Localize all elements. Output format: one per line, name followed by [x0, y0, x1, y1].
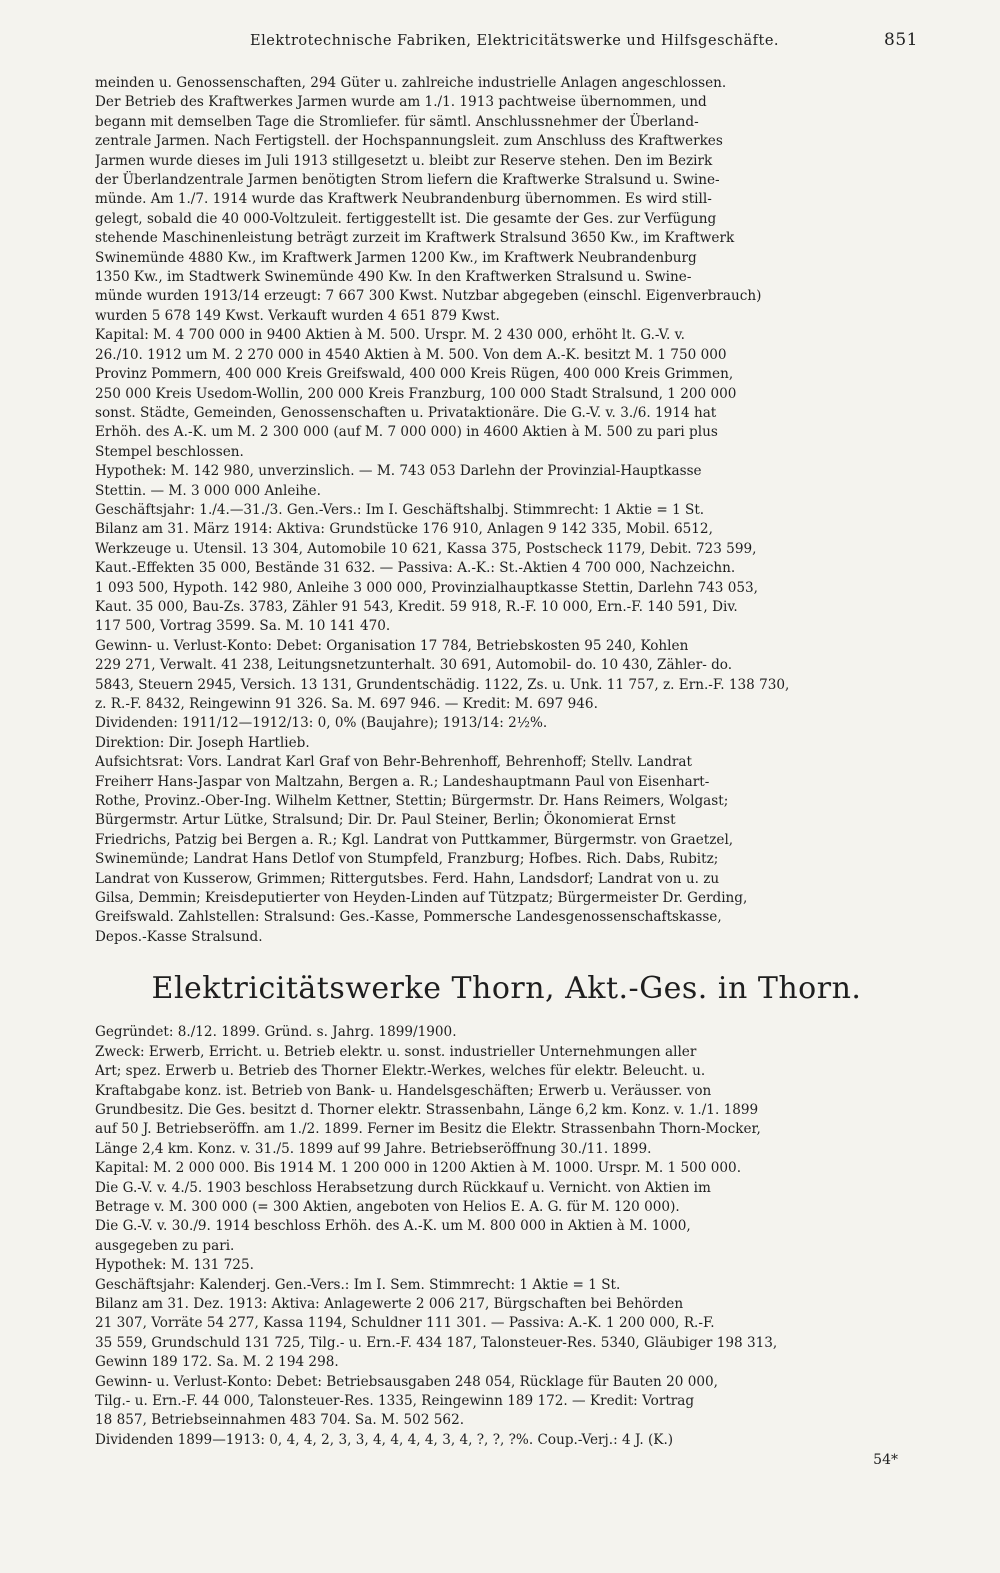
- text-line: gelegt, sobald die 40 000-Voltzuleit. fertiggestellt ist. Die gesamte der Ges. zur Verfügung: [95, 210, 717, 227]
- text-line: meinden u. Genossenschaften, 294 Güter u. zahlreiche industrielle Anlagen angeschlossen.: [95, 75, 727, 91]
- text-line: Provinz Pommern, 400 000 Kreis Greifswald, 400 000 Kreis Rügen, 400 000 Kreis Grimmen,: [95, 366, 734, 383]
- text-line: Kraftabgabe konz. ist. Betrieb von Bank- u. Handelsgeschäften; Erwerb u. Veräusser. von: [95, 1082, 712, 1099]
- text-line: Swinemünde 4880 Kw., im Kraftwerk Jarmen 1200 Kw., im Kraftwerk Neubrandenburg: [95, 249, 697, 266]
- text-line: 1350 Kw., im Stadtwerk Swinemünde 490 Kw. In den Kraftwerken Stralsund u. Swine-: [95, 269, 692, 286]
- text-line: Gewinn 189 172. Sa. M. 2 194 298.: [95, 1354, 339, 1371]
- text-line: stehende Maschinenleistung beträgt zurzeit im Kraftwerk Stralsund 3650 Kw., im Kraftwerk: [95, 230, 735, 247]
- running-header: [95, 30, 918, 50]
- text-line: Grundbesitz. Die Ges. besitzt d. Thorner elektr. Strassenbahn, Länge 6,2 km. Konz. v. 1./1. 1899: [95, 1101, 759, 1118]
- text-line: Der Betrieb des Kraftwerkes Jarmen wurde am 1./1. 1913 pachtweise übernommen, und: [95, 94, 707, 111]
- text-line: Dividenden: 1911/12—1912/13: 0, 0% (Baujahre); 1913/14: 2½%.: [95, 715, 548, 732]
- text-line: Gewinn- u. Verlust-Konto: Debet: Organisation 17 784, Betriebskosten 95 240, Kohlen: [95, 637, 689, 654]
- text-line: z. R.-F. 8432, Reingewinn 91 326. Sa. M. 697 946. — Kredit: M. 697 946.: [95, 696, 598, 712]
- company-entry-ueberlandzentrale: [95, 74, 918, 947]
- text-line: Bilanz am 31. Dez. 1913: Aktiva: Anlagewerte 2 006 217, Bürgschaften bei Behörden: [95, 1295, 684, 1312]
- text-line: auf 50 J. Betriebseröffn. am 1./2. 1899. Ferner im Besitz die Elektr. Strassenbahn Thorn-Mocker,: [95, 1121, 761, 1138]
- text-line: Stempel beschlossen.: [95, 443, 244, 460]
- text-line: 21 307, Vorräte 54 277, Kassa 1194, Schuldner 111 301. — Passiva: A.-K. 1 200 000, R.-F.: [95, 1315, 715, 1332]
- text-line: Bürgermstr. Artur Lütke, Stralsund; Dir. Dr. Paul Steiner, Berlin; Ökonomierat Ernst: [95, 812, 676, 829]
- text-line: Dividenden 1899—1913: 0, 4, 4, 2, 3, 3, 4, 4, 4, 4, 3, 4, ?, ?, ?%. Coup.-Verj.: 4 J. (K.): [95, 1431, 674, 1448]
- text-line: Freiherr Hans-Jaspar von Maltzahn, Bergen a. R.; Landeshauptmann Paul von Eisenhart-: [95, 773, 710, 790]
- text-line: begann mit demselben Tage die Stromliefer. für sämtl. Anschlussnehmer der Überland-: [95, 113, 699, 130]
- text-line: wurden 5 678 149 Kwst. Verkauft wurden 4 651 879 Kwst.: [95, 307, 500, 324]
- text-line: Hypothek: M. 142 980, unverzinslich. — M. 743 053 Darlehn der Provinzial-Hauptkasse: [95, 463, 702, 480]
- text-line: Gegründet: 8./12. 1899. Gründ. s. Jahrg. 1899/1900.: [95, 1024, 457, 1041]
- text-line: Aufsichtsrat: Vors. Landrat Karl Graf von Behr-Behrenhoff, Behrenhoff; Stellv. Landrat: [95, 754, 692, 771]
- text-line: Zweck: Erwerb, Erricht. u. Betrieb elektr. u. sonst. industrieller Unternehmungen aller: [95, 1043, 697, 1060]
- text-line: 18 857, Betriebseinnahmen 483 704. Sa. M. 502 562.: [95, 1412, 465, 1429]
- text-line: Werkzeuge u. Utensil. 13 304, Automobile 10 621, Kassa 375, Postscheck 1179, Debit. 723 599,: [95, 540, 757, 557]
- text-line: Die G.-V. v. 4./5. 1903 beschloss Herabsetzung durch Rückkauf u. Vernicht. von Aktien im: [95, 1179, 711, 1196]
- text-line: ausgegeben zu pari.: [95, 1237, 235, 1254]
- running-title: Elektrotechnische Fabriken, Elektricitätswerke und Hilfsgeschäfte.: [250, 33, 780, 49]
- text-line: Kapital: M. 4 700 000 in 9400 Aktien à M. 500. Urspr. M. 2 430 000, erhöht lt. G.-V. v.: [95, 327, 685, 344]
- text-line: Kapital: M. 2 000 000. Bis 1914 M. 1 200 000 in 1200 Aktien à M. 1000. Urspr. M. 1 500 000.: [95, 1160, 742, 1177]
- text-line: Stettin. — M. 3 000 000 Anleihe.: [95, 482, 321, 499]
- text-line: Direktion: Dir. Joseph Hartlieb.: [95, 734, 310, 751]
- text-line: Gewinn- u. Verlust-Konto: Debet: Betriebsausgaben 248 054, Rücklage für Bauten 20 000,: [95, 1373, 718, 1390]
- text-line: 35 559, Grundschuld 131 725, Tilg.- u. Ern.-F. 434 187, Talonsteuer-Res. 5340, Gläubiger 198 313,: [95, 1334, 778, 1351]
- text-line: 117 500, Vortrag 3599. Sa. M. 10 141 470.: [95, 618, 391, 635]
- text-line: Gilsa, Demmin; Kreisdeputierter von Heyden-Linden auf Tützpatz; Bürgermeister Dr. Gerding,: [95, 890, 748, 907]
- text-line: Hypothek: M. 131 725.: [95, 1257, 254, 1274]
- text-line: Jarmen wurde dieses im Juli 1913 stillgesetzt u. bleibt zur Reserve stehen. Den im Bezirk: [95, 152, 713, 169]
- company-entry-thorn: [95, 1023, 918, 1450]
- text-line: Kaut.-Effekten 35 000, Bestände 31 632. — Passiva: A.-K.: St.-Aktien 4 700 000, Nachzeichn.: [95, 560, 736, 577]
- text-line: Swinemünde; Landrat Hans Detlof von Stumpfeld, Franzburg; Hofbes. Rich. Dabs, Rubitz;: [95, 851, 719, 868]
- text-line: Länge 2,4 km. Konz. v. 31./5. 1899 auf 99 Jahre. Betriebseröffnung 30./11. 1899.: [95, 1140, 652, 1157]
- text-line: der Überlandzentrale Jarmen benötigten Strom liefern die Kraftwerke Stralsund u. Swine-: [95, 172, 720, 189]
- text-line: Greifswald. Zahlstellen: Stralsund: Ges.-Kasse, Pommersche Landesgenossenschaftskasse,: [95, 909, 722, 926]
- text-line: Friedrichs, Patzig bei Bergen a. R.; Kgl. Landrat von Puttkammer, Bürgermstr. von Graetzel,: [95, 831, 734, 848]
- text-line: Erhöh. des A.-K. um M. 2 300 000 (auf M. 7 000 000) in 4600 Aktien à M. 500 zu pari plus: [95, 424, 718, 441]
- text-line: münde. Am 1./7. 1914 wurde das Kraftwerk Neubrandenburg übernommen. Es wird still-: [95, 191, 712, 208]
- text-line: Depos.-Kasse Stralsund.: [95, 928, 263, 945]
- text-line: 229 271, Verwalt. 41 238, Leitungsnetzunterhalt. 30 691, Automobil- do. 10 430, Zähler- do.: [95, 657, 733, 674]
- text-line: 26./10. 1912 um M. 2 270 000 in 4540 Aktien à M. 500. Von dem A.-K. besitzt M. 1 750 000: [95, 346, 727, 363]
- text-line: 5843, Steuern 2945, Versich. 13 131, Grundentschädig. 1122, Zs. u. Unk. 11 757, z. Ern.-F. 138 730,: [95, 676, 790, 693]
- text-line: münde wurden 1913/14 erzeugt: 7 667 300 Kwst. Nutzbar abgegeben (einschl. Eigenverbrauch): [95, 288, 762, 305]
- text-line: Landrat von Kusserow, Grimmen; Rittergutsbes. Ferd. Hahn, Landsdorf; Landrat von u. zu: [95, 870, 720, 887]
- text-line: Art; spez. Erwerb u. Betrieb des Thorner Elektr.-Werkes, welches für elektr. Beleucht. u.: [95, 1063, 706, 1080]
- text-line: zentrale Jarmen. Nach Fertigstell. der Hochspannungsleit. zum Anschluss des Kraftwerkes: [95, 133, 723, 150]
- text-line: Kaut. 35 000, Bau-Zs. 3783, Zähler 91 543, Kredit. 59 918, R.-F. 10 000, Ern.-F. 140 591, Div.: [95, 598, 738, 615]
- text-line: 250 000 Kreis Usedom-Wollin, 200 000 Kreis Franzburg, 100 000 Stadt Stralsund, 1 200 000: [95, 385, 737, 402]
- text-line: Rothe, Provinz.-Ober-Ing. Wilhelm Kettner, Stettin; Bürgermstr. Dr. Hans Reimers, Wolgast;: [95, 793, 729, 810]
- text-line: Die G.-V. v. 30./9. 1914 beschloss Erhöh. des A.-K. um M. 800 000 in Aktien à M. 1000,: [95, 1218, 691, 1235]
- text-line: sonst. Städte, Gemeinden, Genossenschaften u. Privataktionäre. Die G.-V. v. 3./6. 1914 hat: [95, 404, 717, 421]
- text-line: Bilanz am 31. März 1914: Aktiva: Grundstücke 176 910, Anlagen 9 142 335, Mobil. 6512,: [95, 521, 713, 538]
- text-line: 1 093 500, Hypoth. 142 980, Anleihe 3 000 000, Provinzialhauptkasse Stettin, Darlehn 743 053,: [95, 579, 758, 596]
- signature-mark: 54*: [873, 1452, 898, 1469]
- section-heading: Elektricitätswerke Thorn, Akt.-Ges. in Thorn.: [151, 971, 862, 1007]
- text-line: Tilg.- u. Ern.-F. 44 000, Talonsteuer-Res. 1335, Reingewinn 189 172. — Kredit: Vortrag: [95, 1393, 695, 1409]
- text-line: Betrage v. M. 300 000 (= 300 Aktien, angeboten von Helios E. A. G. für M. 120 000).: [95, 1198, 680, 1215]
- text-line: Geschäftsjahr: 1./4.—31./3. Gen.-Vers.: Im I. Geschäftshalbj. Stimmrecht: 1 Aktie = 1 St.: [95, 501, 705, 518]
- page-number: 851: [884, 30, 918, 50]
- text-line: Geschäftsjahr: Kalenderj. Gen.-Vers.: Im I. Sem. Stimmrecht: 1 Aktie = 1 St.: [95, 1276, 621, 1293]
